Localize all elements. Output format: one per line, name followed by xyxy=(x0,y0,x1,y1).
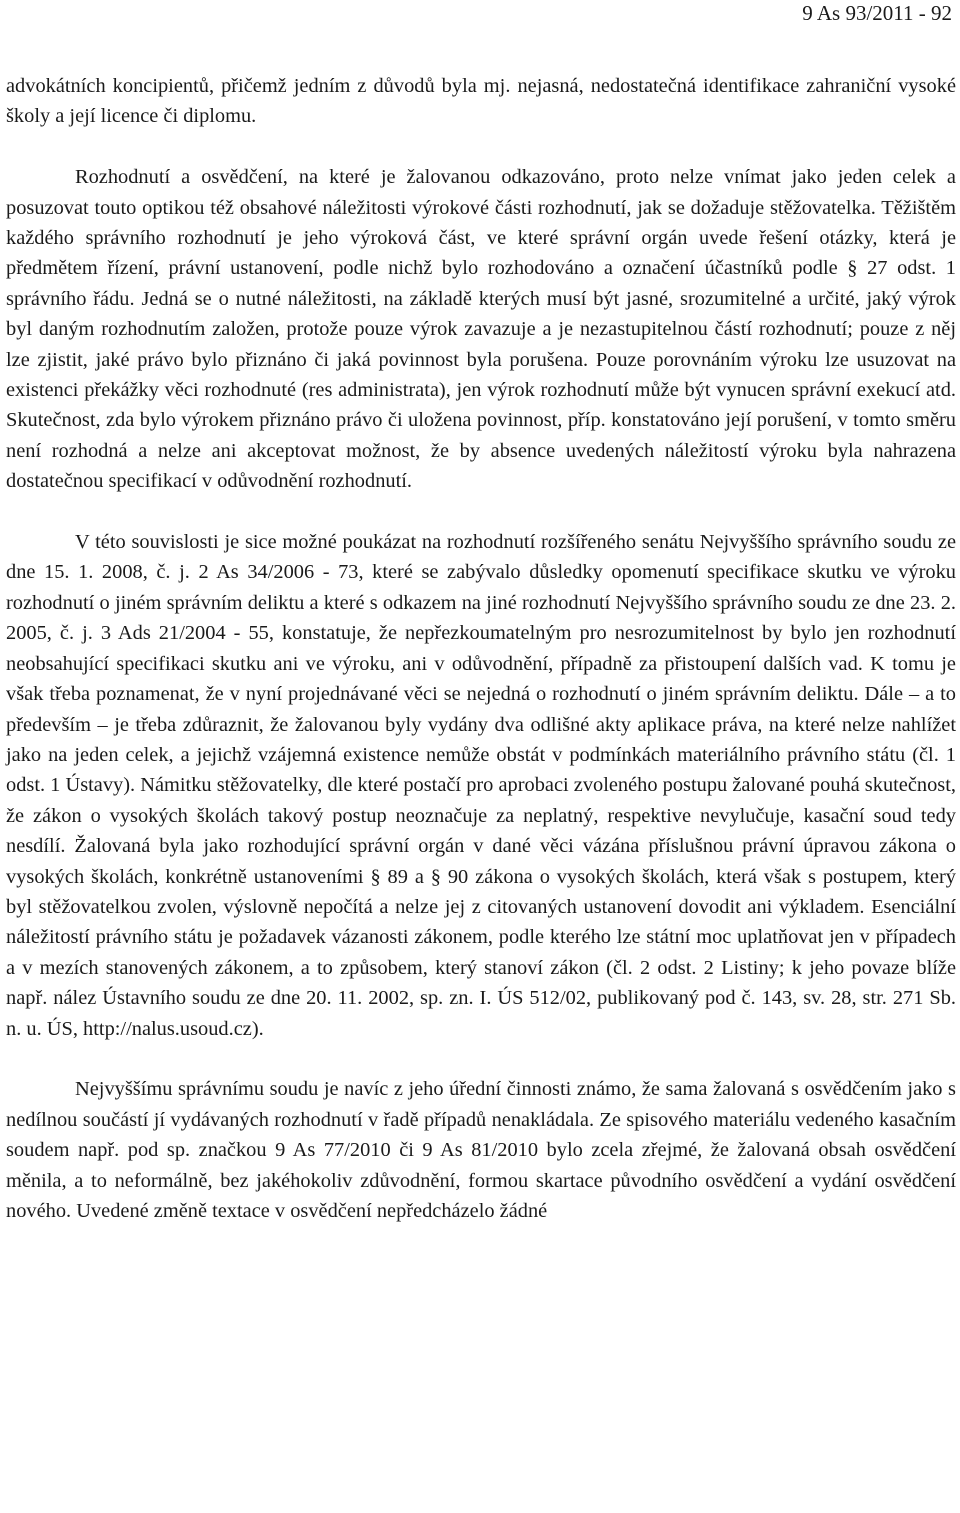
paragraph-decision-and-certificate: Rozhodnutí a osvědčení, na které je žalovanou odkazováno, proto nelze vnímat jako jeden celek a posuzovat touto optikou též obsahové náležitosti výrokové části rozhodnutí, jak se dožaduje stěžovatelka. Těžištěm každého správního rozhodnutí je jeho výroková část, ve které správní orgán uvede řešení otázky, která je předmětem řízení, právní ustanovení, podle nichž bylo rozhodováno a označení účastníků podle § 27 odst. 1 správního řádu. Jedná se o nutné náležitosti, na základě kterých musí být jasné, srozumitelné a určité, jaký výrok byl daným rozhodnutím založen, protože pouze výrok zavazuje a je nezastupitelnou částí rozhodnutí; pouze z něj lze zjistit, jaké právo bylo přiznáno či jaká povinnost byla porušena. Pouze porovnáním výroku lze usuzovat na existenci překážky věci rozhodnuté (res administrata), jen výrok rozhodnutí může být vynucen správní exekucí atd. Skutečnost, zda bylo výrokem přiznáno právo či uložena povinnost, příp. konstatováno její porušení, v tomto směru není rozhodná a nelze ani akceptovat možnost, že by absence uvedených náležitostí výroku byla nahrazena dostatečnou specifikací v odůvodnění rozhodnutí. xyxy=(6,166,956,493)
paragraph-extended-senate: V této souvislosti je sice možné poukázat na rozhodnutí rozšířeného senátu Nejvyššího správního soudu ze dne 15. 1. 2008, č. j. 2 As 34/2006 - 73, které se zabývalo důsledky opomenutí specifikace skutku ve výroku rozhodnutí o jiném správním deliktu a které s odkazem na jiné rozhodnutí Nejvyššího správního soudu ze dne 23. 2. 2005, č. j. 3 Ads 21/2004 - 55, konstatuje, že nepřezkoumatelným pro nesrozumitelnost by bylo jen rozhodnutí neobsahující specifikaci skutku ani ve výroku, ani v odůvodnění, případně za přistoupení dalších vad. K tomu je však třeba poznamenat, že v nyní projednávané věci se nejedná o rozhodnutí o jiném správním deliktu. Dále – a to především – je třeba zdůraznit, že žalovanou byly vydány dva odlišné akty aplikace práva, na které nelze nahlížet jako na jeden celek, a jejichž vzájemná existence nemůže obstát v podmínkách materiálního právního státu (čl. 1 odst. 1 Ústavy). Námitku stěžovatelky, dle které postačí pro aprobaci zvoleného postupu žalované pouhá skutečnost, že zákon o vysokých školách takový postup neoznačuje za neplatný, respektive nevylučuje, kasační soud tedy nesdílí. Žalovaná byla jako rozhodující správní orgán v dané věci vázána příslušnou právní úpravou zákona o vysokých školách, konkrétně ustanoveními § 89 a § 90 zákona o vysokých školách, která však s postupem, který byl stěžovatelkou zvolen, výslovně nepočítá a nelze jej z citovaných ustanovení dovodit ani výkladem. Esenciální náležitostí právního státu je požadavek vázanosti zákonem, podle kterého lze státní moc uplatňovat jen v případech a v mezích stanovených zákonem, a to způsobem, který stanoví zákon (čl. 2 odst. 2 Listiny; k jeho povaze blíže např. nález Ústavního soudu ze dne 20. 11. 2002, sp. zn. I. ÚS 512/02, publikovaný pod č. 143, sv. 28, str. 271 Sb. n. u. ÚS, http://nalus.usoud.cz). xyxy=(6,531,956,1040)
case-number-header: 9 As 93/2011 - 92 xyxy=(802,1,952,25)
document-body xyxy=(6,71,956,1226)
paragraph-court-knowledge: Nejvyššímu správnímu soudu je navíc z jeho úřední činnosti známo, že sama žalovaná s osvědčením jako s nedílnou součástí jí vydávaných rozhodnutí v řadě případů nenakládala. Ze spisového materiálu vedeného kasačním soudem např. pod sp. značkou 9 As 77/2010 či 9 As 81/2010 bylo zcela zřejmé, že žalovaná obsah osvědčení měnila, a to neformálně, bez jakéhokoliv zdůvodnění, formou skartace původního osvědčení a vydání osvědčení nového. Uvedené změně textace v osvědčení nepředcházelo žádné xyxy=(6,1078,956,1222)
paragraph-continuation: advokátních koncipientů, přičemž jedním z důvodů byla mj. nejasná, nedostatečná identifikace zahraniční vysoké školy a její licence či diplomu. xyxy=(6,75,956,128)
